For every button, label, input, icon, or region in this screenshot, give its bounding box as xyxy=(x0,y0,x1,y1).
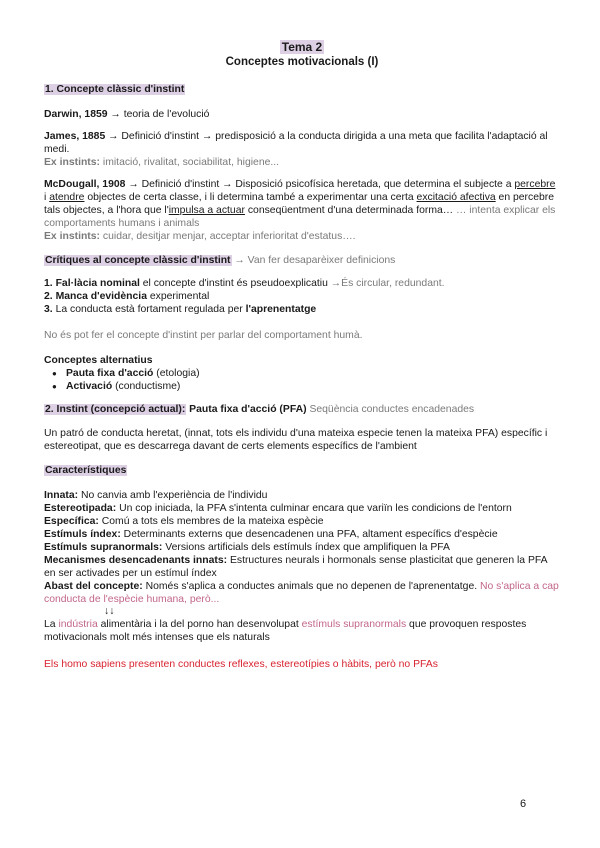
list-item: Estereotipada: Un cop iniciada, la PFA s'intenta culminar encara que variïn les condicions de l'entorn xyxy=(44,503,512,514)
section2-heading-row: 2. Instint (concepció actual): Pauta fixa d'acció (PFA) Seqüència conductes encadenades xyxy=(45,404,475,415)
characteristics-list xyxy=(44,489,560,644)
characteristics-heading: Característiques xyxy=(45,465,127,476)
mcdougall-entry: McDougall, 1908 → Definició d'instint → Disposició psicofísica heretada, que determina el subjecte a percebre i atendre objectes de certa classe, i li determina també a experimentar una certa excitació afectiva en percebre tals objectes, a l'hora que l'impulsa a actuar conseqüentment d'una determinada forma… … intenta explicar els comportaments humans i animals xyxy=(44,179,556,229)
list-item: Mecanismes desencadenants innats: Estructures neurals i hormonals sense plasticitat que generen la PFA en ser activades per un estímul índex xyxy=(44,555,548,579)
characteristics-heading-row xyxy=(44,464,560,477)
section2-heading: 2. Instint (concepció actual): xyxy=(45,404,186,415)
page-number: 6 xyxy=(520,798,527,810)
critiques-list xyxy=(44,277,560,316)
section1-heading-row xyxy=(44,83,560,96)
alternatives-heading: Conceptes alternatius xyxy=(44,355,153,366)
critique-item-3: 3. La conducta està fortament regulada per l'aprenentatge xyxy=(44,304,317,315)
critique-item-2: 2. Manca d'evidència experimental xyxy=(44,291,210,302)
alternatives-section xyxy=(44,354,560,393)
document-page xyxy=(44,40,560,671)
section1-heading: 1. Concepte clàssic d'instint xyxy=(45,84,185,95)
list-item: ● Pauta fixa d'acció (etologia) xyxy=(52,367,560,380)
critiques-note: No és pot fer el concepte d'instint per parlar del comportament humà. xyxy=(44,330,363,341)
james-entry: James, 1885 → Definició d'instint → predisposició a la conducta dirigida a una meta que facilita l'adaptació al medi. xyxy=(44,131,548,155)
down-arrows-icon: ↓↓ xyxy=(104,606,115,617)
mcdougall-examples: Ex instints: cuidar, desitjar menjar, acceptar inferioritat d'estatus…. xyxy=(44,231,356,242)
james-examples: Ex instints: imitació, rivalitat, sociabilitat, higiene... xyxy=(44,157,280,168)
darwin-entry: Darwin, 1859 → teoria de l'evolució xyxy=(44,109,210,120)
closing-paragraph: La indústria alimentària i la del porno han desenvolupat estímuls supranormals que provoquen respostes motivacionals molt més intenses que els naturals xyxy=(44,619,527,643)
critique-item-1: 1. Fal·làcia nominal el concepte d'instint és pseudoexplicatiu →És circular, redundant. xyxy=(44,278,445,289)
alternatives-list xyxy=(44,367,560,393)
section2-paragraph: Un patró de conducta heretat, (innat, tots els individu d'una mateixa especie tenen la mateixa PFA) específic i estereotipat, que es descarrega davant de certs elements específics de l'ambient xyxy=(44,428,548,452)
red-statement: Els homo sapiens presenten conductes reflexes, estereotípies o hàbits, però no PFAs xyxy=(44,659,438,670)
critiques-heading: Crítiques al concepte clàssic d'instint xyxy=(45,255,231,266)
list-item: Estímuls índex: Determinants externs que desencadenen una PFA, altament específics d'espècie xyxy=(44,529,498,540)
page-title: Tema 2 xyxy=(281,40,323,54)
list-item: Innata: No canvia amb l'experiència de l'individu xyxy=(44,490,268,501)
page-subtitle: Conceptes motivacionals (I) xyxy=(225,56,379,68)
list-item: ● Activació (conductisme) xyxy=(52,380,560,393)
critiques-heading-row: Crítiques al concepte clàssic d'instint → Van fer desaparèixer definicions xyxy=(45,255,396,266)
list-item: Estímuls supranormals: Versions artificials dels estímuls índex que amplifiquen la PFA xyxy=(44,542,450,553)
list-item: Específica: Comú a tots els membres de la mateixa espècie xyxy=(44,516,324,527)
abast-entry: Abast del concepte: Només s'aplica a conductes animals que no depenen de l'aprenentatge. No s'aplica a cap conducta de l'espècie humana, però... xyxy=(44,581,559,605)
